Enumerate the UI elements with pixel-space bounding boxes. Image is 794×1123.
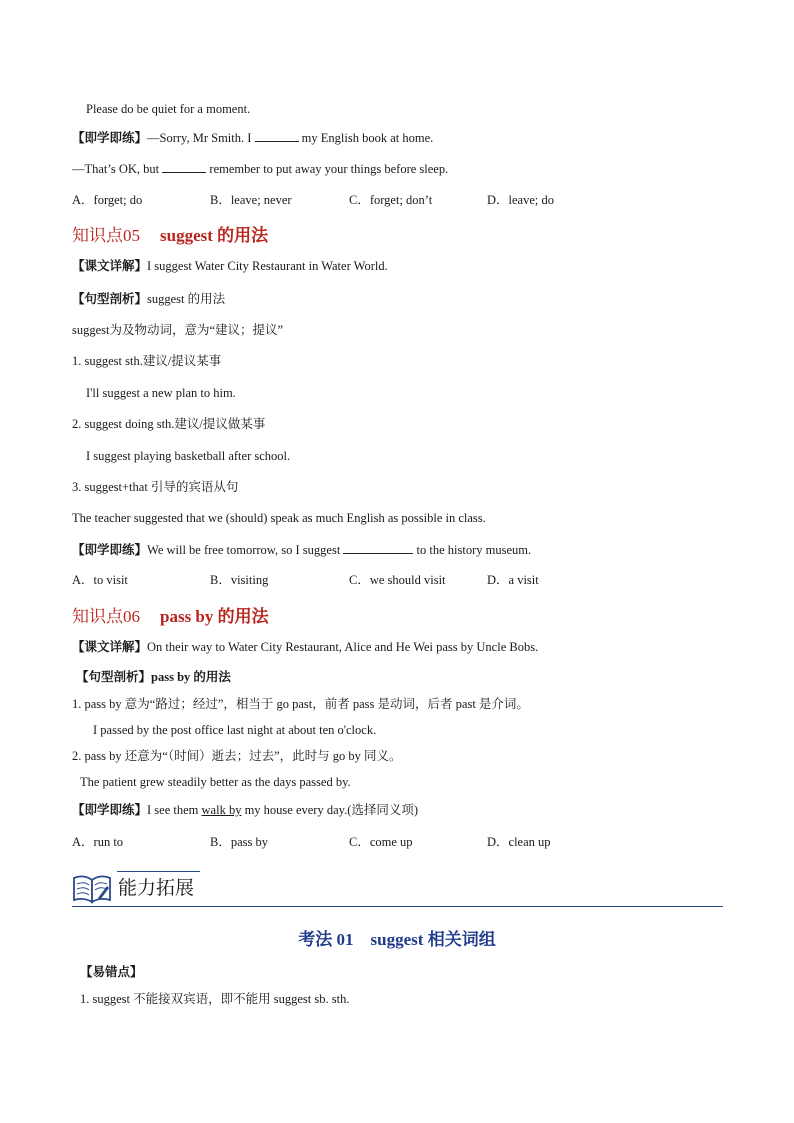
method-heading: 考法 01 suggest 相关词组 [298, 930, 496, 949]
section-top-rule [117, 871, 200, 872]
example-sentence: Please do be quiet for a moment. [86, 102, 251, 116]
practice-question-2: 【即学即练】We will be free tomorrow, so I suggest to the history museum. [72, 543, 532, 557]
knowledge-point-05-heading: 知识点05 suggest 的用法 [72, 226, 269, 245]
knowledge-point-06-heading: 知识点06 pass by 的用法 [72, 607, 269, 626]
option-c: C．come up [349, 835, 413, 849]
usage-2: 2. pass by 还意为“（时间）逝去；过去”，此时与 go by 同义。 [72, 749, 402, 763]
usage-2: 2. suggest doing sth.建议/提议做某事 [72, 417, 266, 431]
answer-blank [255, 129, 299, 142]
option-c: C．forget; don’t [349, 193, 433, 207]
usage-2-example: The patient grew steadily better as the days passed by. [80, 775, 351, 789]
usage-1-example: I passed by the post office last night at about ten o'clock. [93, 723, 377, 737]
option-b: B．leave; never [210, 193, 292, 207]
book-icon [72, 872, 112, 905]
definition-line: suggest为及物动词，意为“建议；提议” [72, 323, 284, 337]
section-title: 能力拓展 [118, 878, 195, 899]
option-a: A．run to [72, 835, 124, 849]
option-d: D．clean up [487, 835, 551, 849]
text-explanation: 【课文详解】On their way to Water City Restaurant, Alice and He Wei pass by Uncle Bobs. [72, 640, 539, 654]
usage-1: 1. pass by 意为“路过；经过”，相当于 go past，前者 pass 是动词，后者 past 是介词。 [72, 697, 529, 711]
usage-1: 1. suggest sth.建议/提议某事 [72, 354, 222, 368]
answer-blank [343, 541, 413, 554]
sentence-analysis: 【句型剖析】suggest 的用法 [72, 292, 226, 306]
usage-3: 3. suggest+that 引导的宾语从句 [72, 480, 239, 494]
usage-1-example: I'll suggest a new plan to him. [86, 386, 236, 400]
sentence-analysis: 【句型剖析】pass by 的用法 [76, 670, 231, 684]
option-a: A．to visit [72, 573, 128, 587]
option-b: B．pass by [210, 835, 268, 849]
answer-blank [162, 160, 206, 173]
option-d: D．leave; do [487, 193, 554, 207]
practice-question-3: 【即学即练】I see them walk by my house every day.(选择同义项) [72, 803, 419, 817]
option-d: D．a visit [487, 573, 539, 587]
practice-question-1: 【即学即练】—Sorry, Mr Smith. I my English book at home. [72, 131, 434, 145]
option-a: A．forget; do [72, 193, 143, 207]
usage-2-example: I suggest playing basketball after school. [86, 449, 291, 463]
error-point-tag: 【易错点】 [80, 965, 143, 979]
text-explanation: 【课文详解】I suggest Water City Restaurant in Water World. [72, 259, 388, 273]
option-c: C．we should visit [349, 573, 446, 587]
section-rule [72, 906, 723, 907]
error-point-1: 1. suggest 不能接双宾语，即不能用 suggest sb. sth. [80, 992, 350, 1006]
usage-3-example: The teacher suggested that we (should) speak as much English as possible in class. [72, 511, 486, 525]
practice-question-1-reply: —That’s OK, but remember to put away your things before sleep. [72, 162, 449, 176]
option-b: B．visiting [210, 573, 269, 587]
